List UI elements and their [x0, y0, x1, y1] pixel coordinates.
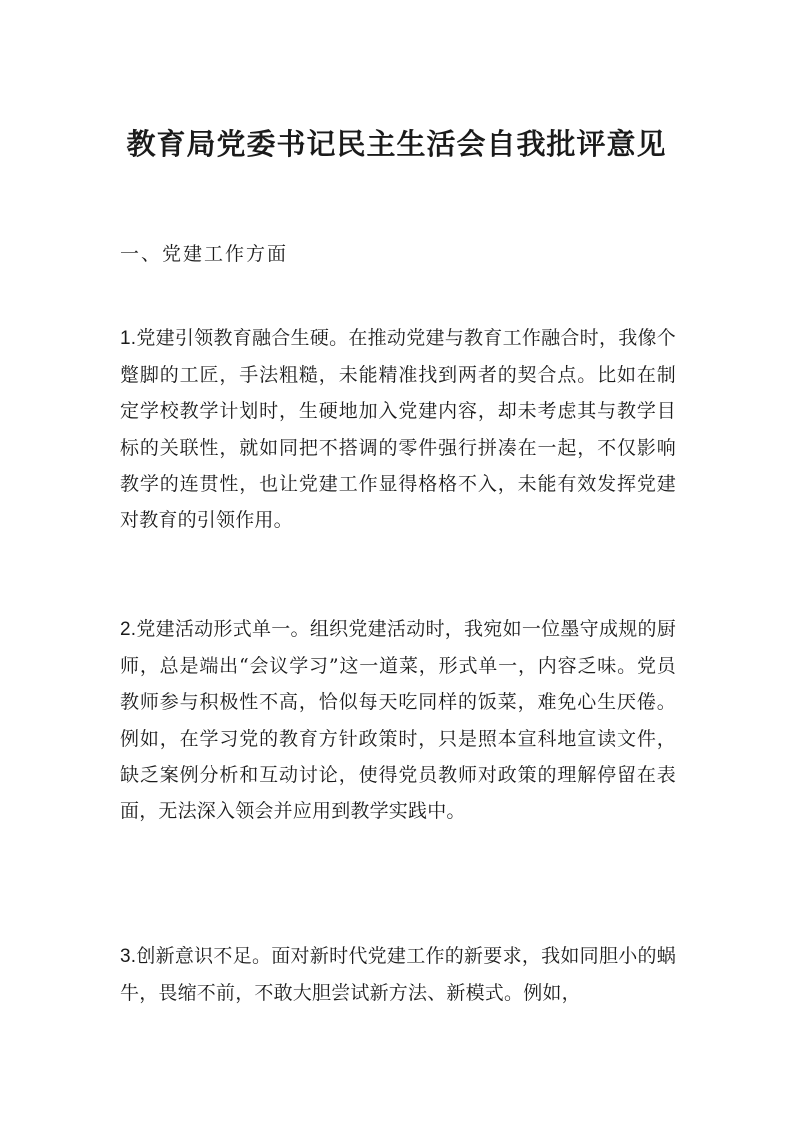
paragraph-2	[120, 611, 676, 829]
paragraph-text: 党建引领教育融合生硬。在推动党建与教育工作融合时，我像个蹩脚的工匠，手法粗糙，未能精准找到两者的契合点。比如在制定学校教学计划时，生硬地加入党建内容，却未考虑其与教学目标的关联性，就如同把不搭调的零件强行拼凑在一起，不仅影响教学的连贯性，也让党建工作显得格格不入，未能有效发挥党建对教育的引领作用。	[120, 327, 676, 532]
paragraph-1	[120, 320, 676, 538]
paragraph-text: 党建活动形式单一。组织党建活动时，我宛如一位墨守成规的厨师，总是端出“会议学习”这一道菜，形式单一，内容乏味。党员教师参与积极性不高，恰似每天吃同样的饭菜，难免心生厌倦。例如，在学习党的教育方针政策时，只是照本宣科地宣读文件，缺乏案例分析和互动讨论，使得党员教师对政策的理解停留在表面，无法深入领会并应用到教学实践中。	[120, 618, 676, 823]
section-heading: 一、党建工作方面	[120, 243, 289, 265]
paragraph-number: 2.	[120, 619, 137, 640]
paragraph-3	[120, 938, 676, 1011]
paragraph-text: 创新意识不足。面对新时代党建工作的新要求，我如同胆小的蜗牛，畏缩不前，不敢大胆尝试新方法、新模式。例如，	[120, 945, 676, 1005]
document-title: 教育局党委书记民主生活会自我批评意见	[126, 127, 667, 161]
paragraph-number: 3.	[120, 946, 137, 967]
paragraph-number: 1.	[120, 328, 137, 349]
